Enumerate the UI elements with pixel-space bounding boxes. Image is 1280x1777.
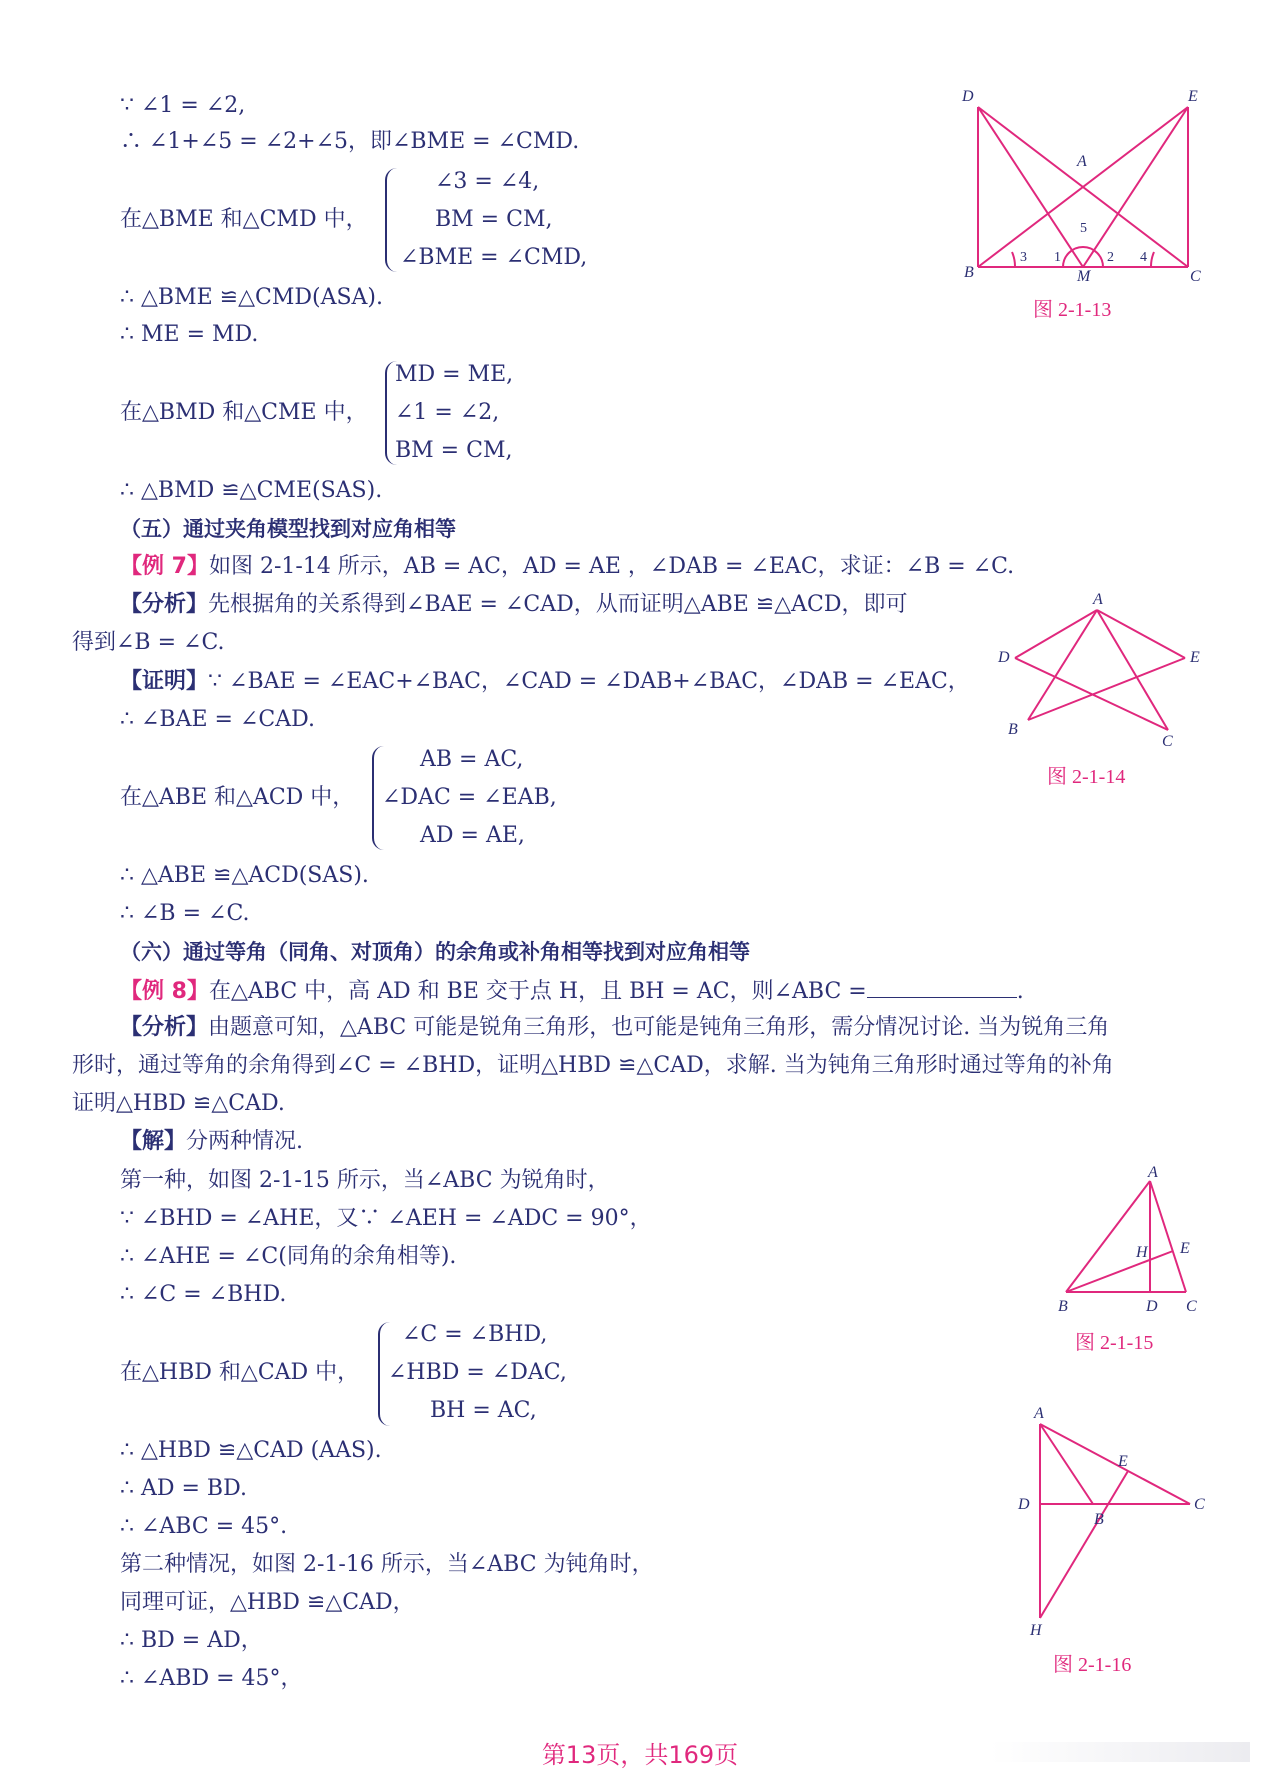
analysis-7-tag: 【分析】 [120, 592, 209, 617]
line-14: ∴ ∠AHE = ∠C(同角的余角相等). [120, 1244, 457, 1269]
example-8-text: 在△ABC 中，高 AD 和 BE 交于点 H，且 BH = AC，则∠ABC = [208, 979, 867, 1004]
f13-label-E: E [1188, 88, 1198, 105]
f15-label-A: A [1148, 1165, 1158, 1181]
line-19: ∴ ∠ABC = 45°. [120, 1514, 288, 1539]
caption-2-1-14: 图 2-1-14 [1047, 766, 1126, 788]
caption-2-1-13: 图 2-1-13 [1033, 299, 1112, 321]
analysis-7-cont: 得到∠B = ∠C. [72, 630, 225, 655]
f16-label-D: D [1018, 1496, 1030, 1513]
line-17: ∴ △HBD ≌△CAD (AAS). [120, 1438, 382, 1463]
analysis-8-cont-1: 形时，通过等角的余角得到∠C = ∠BHD，证明△HBD ≌△CAD，求解. 当为钝角三角形时通过等角的补角 [72, 1053, 1114, 1078]
figure-2-1-16 [1000, 1400, 1220, 1640]
example-8-tag: 【例 8】 [120, 979, 209, 1004]
f13-label-C: C [1190, 268, 1201, 285]
example-7-text: 如图 2-1-14 所示，AB = AC，AD = AE ，∠DAB = ∠EAC，求证：∠B = ∠C. [208, 554, 1015, 579]
proof-7 [120, 667, 970, 697]
cond-16-2: ∠HBD = ∠DAC, [388, 1360, 567, 1385]
f16-label-H: H [1030, 1622, 1042, 1639]
cond-9-1: AB = AC, [420, 747, 524, 772]
caption-2-1-16: 图 2-1-16 [1053, 1654, 1132, 1676]
cond-3-1: ∠3 = ∠4, [435, 169, 540, 194]
line-3-prefix: 在△BME 和△CMD 中， [120, 207, 368, 232]
cond-3-2: BM = CM, [435, 207, 553, 232]
proof-7-text: ∵ ∠BAE = ∠EAC+∠BAC，∠CAD = ∠DAB+∠BAC，∠DAB = ∠EAC， [208, 669, 970, 694]
f16-label-A: A [1034, 1405, 1044, 1422]
page-footer: 第13页，共169页 [541, 1741, 739, 1769]
f16-label-E: E [1118, 1453, 1128, 1470]
cond-16-3: BH = AC, [430, 1398, 537, 1423]
f16-label-B: B [1094, 1511, 1104, 1528]
f14-label-A: A [1093, 591, 1103, 608]
line-21: 同理可证，△HBD ≌△CAD， [120, 1590, 415, 1615]
f13-label-A: A [1077, 153, 1087, 170]
f14-label-E: E [1190, 649, 1200, 666]
solution-text: 分两种情况. [186, 1129, 304, 1154]
example-7 [120, 552, 1014, 582]
cond-9-3: AD = AE, [420, 823, 525, 848]
f16-label-C: C [1194, 1496, 1205, 1513]
f13-angle-5: 5 [1080, 221, 1087, 236]
cond-6-3: BM = CM, [395, 438, 513, 463]
line-11: ∴ ∠B = ∠C. [120, 901, 250, 926]
line-23: ∴ ∠ABD = 45°， [120, 1666, 303, 1691]
figure-2-1-13 [950, 85, 1210, 285]
cond-3-3: ∠BME = ∠CMD, [400, 245, 588, 270]
f15-label-C: C [1186, 1298, 1197, 1315]
line-6-prefix: 在△BMD 和△CME 中， [120, 400, 368, 425]
analysis-8 [120, 1013, 1109, 1043]
caption-2-1-15: 图 2-1-15 [1075, 1332, 1154, 1354]
cond-6-2: ∠1 = ∠2, [395, 400, 500, 425]
example-8 [120, 975, 1024, 1007]
f13-angle-3: 3 [1020, 250, 1027, 265]
figure-2-1-14 [990, 590, 1230, 750]
section-heading-6: （六）通过等角（同角、对顶角）的余角或补角相等找到对应角相等 [120, 940, 750, 964]
f13-angle-4: 4 [1140, 250, 1147, 265]
f15-label-H: H [1136, 1244, 1148, 1261]
analysis-8-cont-2: 证明△HBD ≌△CAD. [72, 1091, 285, 1116]
solution [120, 1127, 303, 1157]
line-10: ∴ △ABE ≌△ACD(SAS). [120, 863, 369, 888]
line-15: ∴ ∠C = ∠BHD. [120, 1282, 287, 1307]
analysis-8-tag: 【分析】 [120, 1015, 209, 1040]
figure-2-1-15 [1040, 1165, 1220, 1315]
line-16-prefix: 在△HBD 和△CAD 中， [120, 1360, 360, 1385]
f14-label-B: B [1008, 721, 1018, 738]
f13-label-B: B [964, 264, 974, 281]
line-8: ∴ ∠BAE = ∠CAD. [120, 707, 315, 732]
example-8-end: . [1016, 979, 1024, 1004]
line-13: ∵ ∠BHD = ∠AHE，又∵ ∠AEH = ∠ADC = 90°， [120, 1206, 652, 1231]
line-22: ∴ BD = AD， [120, 1628, 263, 1653]
f13-label-M: M [1077, 268, 1091, 285]
line-9-prefix: 在△ABE 和△ACD 中， [120, 785, 355, 810]
line-5: ∴ ME = MD. [120, 322, 259, 347]
brace-1 [385, 168, 399, 272]
line-12: 第一种，如图 2-1-15 所示，当∠ABC 为锐角时， [120, 1168, 610, 1193]
line-7: ∴ △BMD ≌△CME(SAS). [120, 478, 383, 503]
analysis-7 [120, 590, 908, 620]
analysis-7-text: 先根据角的关系得到∠BAE = ∠CAD，从而证明△ABE ≌△ACD，即可 [208, 592, 908, 617]
f15-label-E: E [1180, 1240, 1190, 1257]
answer-blank [867, 975, 1017, 998]
cond-16-1: ∠C = ∠BHD, [402, 1322, 548, 1347]
f13-angle-1: 1 [1054, 250, 1061, 265]
example-7-tag: 【例 7】 [120, 554, 209, 579]
line-2: ∴ ∠1+∠5 = ∠2+∠5，即∠BME = ∠CMD. [120, 129, 580, 154]
f15-label-D: D [1146, 1298, 1158, 1315]
cond-9-2: ∠DAC = ∠EAB, [382, 785, 557, 810]
line-20: 第二种情况，如图 2-1-16 所示，当∠ABC 为钝角时， [120, 1552, 654, 1577]
line-4: ∴ △BME ≌△CMD(ASA). [120, 285, 384, 310]
cond-6-1: MD = ME, [395, 362, 514, 387]
solution-tag: 【解】 [120, 1129, 187, 1154]
f13-label-D: D [962, 88, 974, 105]
section-heading-5: （五）通过夹角模型找到对应角相等 [120, 517, 456, 541]
f14-label-C: C [1162, 733, 1173, 750]
f14-label-D: D [998, 649, 1010, 666]
f15-label-B: B [1058, 1298, 1068, 1315]
f13-angle-2: 2 [1107, 250, 1114, 265]
proof-7-tag: 【证明】 [120, 669, 209, 694]
line-18: ∴ AD = BD. [120, 1476, 247, 1501]
line-1: ∵ ∠1 = ∠2, [120, 93, 246, 118]
analysis-8-text-1: 由题意可知，△ABC 可能是锐角三角形，也可能是钝角三角形，需分情况讨论. 当为锐角三角 [208, 1015, 1110, 1040]
